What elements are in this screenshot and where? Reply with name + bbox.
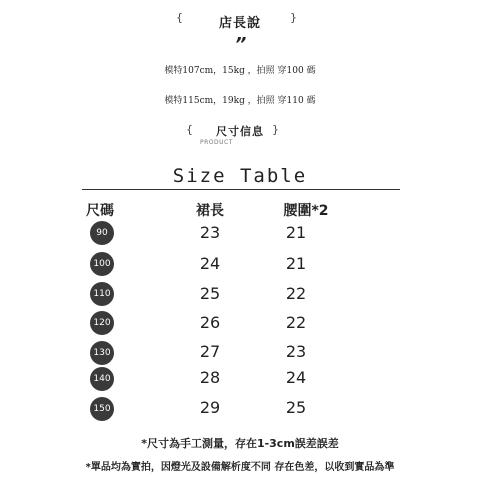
skirt-length-value: 28	[199, 368, 221, 387]
size-info-subtitle: PRODUCT	[200, 139, 233, 146]
size-badge: 120	[90, 311, 114, 335]
note-measurement: *尺寸為手工測量，存在1-3cm誤差誤差	[141, 437, 339, 450]
waist-value: 24	[285, 368, 307, 387]
waist-value: 21	[285, 254, 307, 273]
waist-value: 22	[285, 284, 307, 303]
model-line-2: 模特115cm，19kg ，拍照 穿110 碼	[164, 96, 316, 106]
left-brace-2: {	[186, 123, 193, 136]
skirt-length-value: 27	[199, 342, 221, 361]
skirt-length-value: 29	[199, 398, 221, 417]
size-badge: 130	[90, 341, 114, 365]
note-color: *單品均為實拍，因燈光及設備解析度不同 存在色差，以收到實品為準	[85, 462, 395, 473]
right-brace: }	[290, 11, 297, 24]
skirt-length-value: 26	[199, 313, 221, 332]
waist-value: 21	[285, 223, 307, 242]
left-brace: {	[176, 11, 183, 24]
skirt-length-value: 23	[199, 223, 221, 242]
size-badge: 100	[90, 252, 114, 276]
quote-mark: ”	[234, 34, 246, 55]
header-skirt-length: 裙長	[196, 203, 224, 219]
skirt-length-value: 25	[199, 284, 221, 303]
waist-value: 25	[285, 398, 307, 417]
size-badge: 150	[90, 397, 114, 421]
waist-value: 22	[285, 313, 307, 332]
right-brace-2: }	[272, 123, 279, 136]
size-table-title: Size Table	[172, 165, 308, 187]
skirt-length-value: 24	[199, 254, 221, 273]
model-line-1: 模特107cm，15kg ，拍照 穿100 碼	[164, 66, 316, 76]
table-rule	[82, 189, 400, 190]
size-badge: 110	[90, 282, 114, 306]
shop-note-title: 店長說	[218, 16, 261, 31]
size-info-title: 尺寸信息	[216, 125, 264, 138]
header-waist: 腰圍*2	[283, 203, 329, 219]
waist-value: 23	[285, 342, 307, 361]
size-badge: 140	[90, 367, 114, 391]
size-badge: 90	[90, 221, 114, 245]
header-size: 尺碼	[86, 203, 114, 219]
